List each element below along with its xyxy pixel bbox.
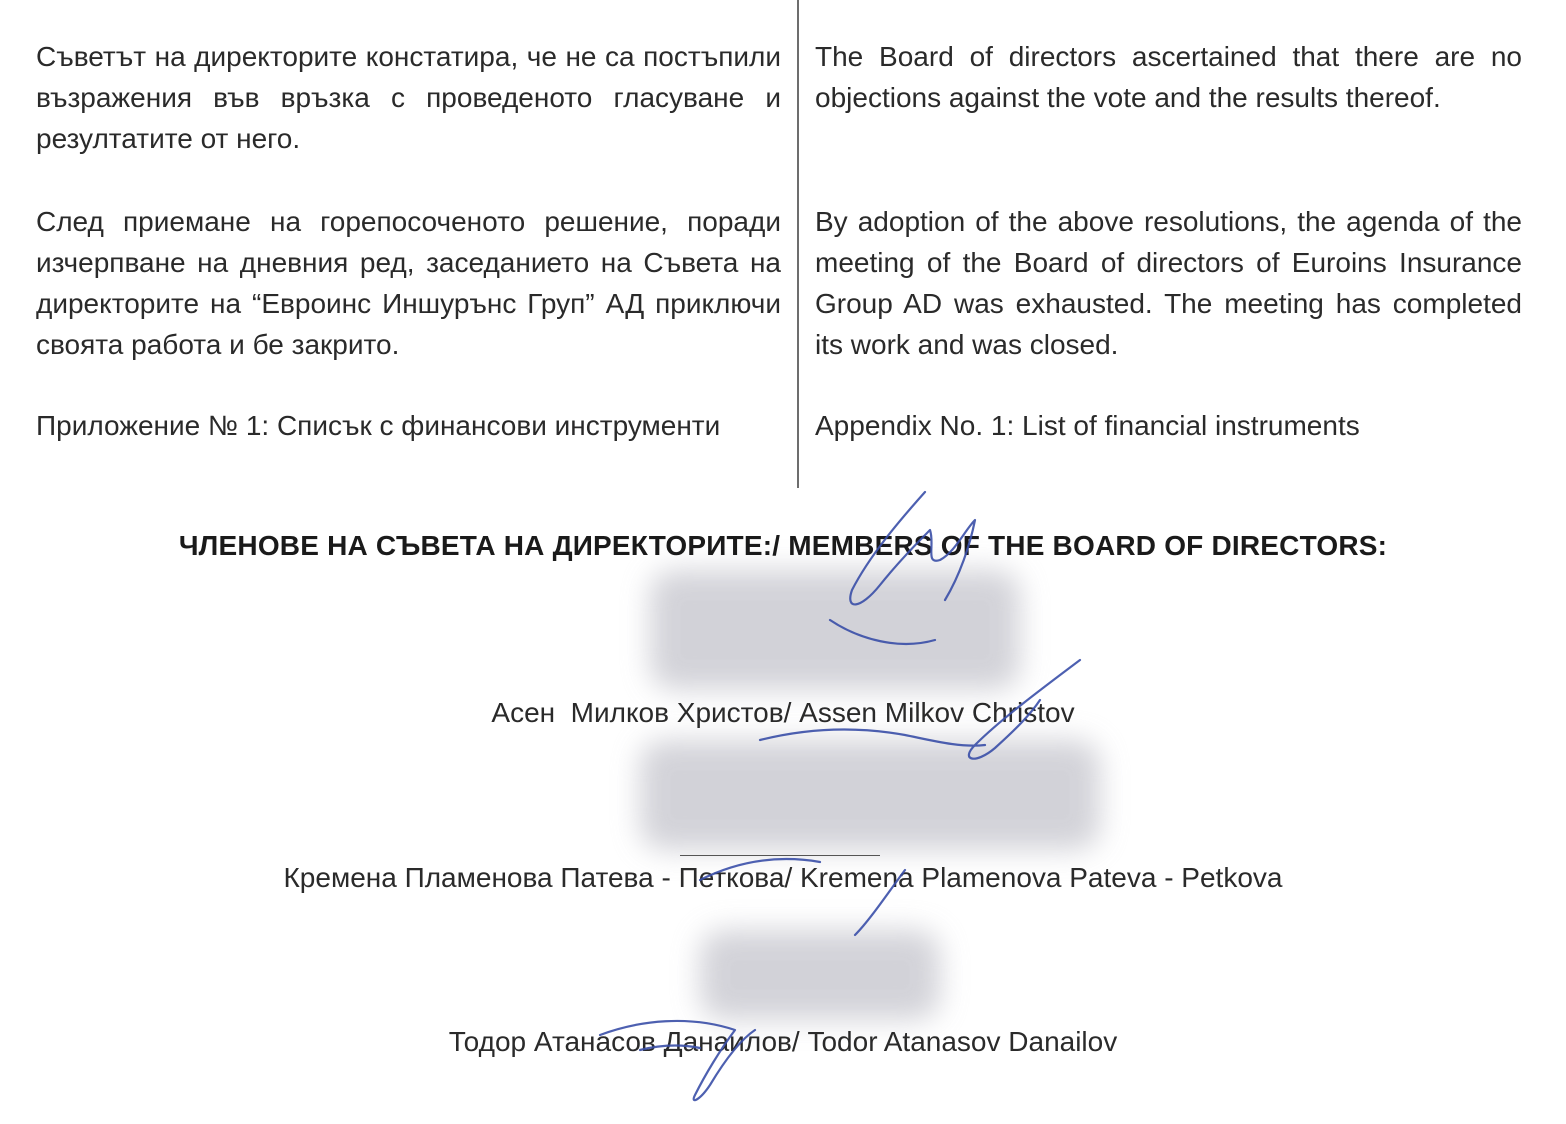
members-heading: ЧЛЕНОВЕ НА СЪВЕТА НА ДИРЕКТОРИТЕ:/ MEMBERS OF THE BOARD OF DIRECTORS: xyxy=(178,530,1388,561)
redacted-signature-area xyxy=(700,930,940,1020)
member-name-3: Тодор Атанасов Данаилов/ Todor Atanasov Danailov xyxy=(448,1026,1118,1057)
redacted-signature-area xyxy=(650,570,1020,690)
appendix-english: Appendix No. 1: List of financial instruments xyxy=(815,410,1360,441)
member-name-1: Асен Милков Христов/ Assen Milkov Christov xyxy=(491,697,1075,728)
signature-line xyxy=(680,855,880,856)
paragraph-2-bulgarian: След приемане на горепосоченото решение, поради изчерпване на дневния ред, заседанието на Съвета на директорите на “Евроинс Иншурънс Груп” АД приключи своята работа и бе закрито. xyxy=(36,206,781,360)
paragraph-1-bulgarian: Съветът на директорите констатира, че не са постъпили възражения във връзка с проведеното гласуване и резултатите от него. xyxy=(36,41,781,154)
redacted-signature-area xyxy=(640,740,1100,850)
appendix-bulgarian: Приложение № 1: Списък с финансови инструменти xyxy=(36,410,721,441)
paragraph-1-english: The Board of directors ascertained that there are no objections against the vote and the results thereof. xyxy=(815,41,1522,113)
column-divider xyxy=(797,0,799,488)
paragraph-2-english: By adoption of the above resolutions, the agenda of the meeting of the Board of directors of Euroins Insurance Group AD was exhausted. The meeting has completed its work and was closed. xyxy=(815,206,1522,360)
member-name-2: Кремена Пламенова Патева - Петкова/ Kremena Plamenova Pateva - Petkova xyxy=(283,862,1283,893)
